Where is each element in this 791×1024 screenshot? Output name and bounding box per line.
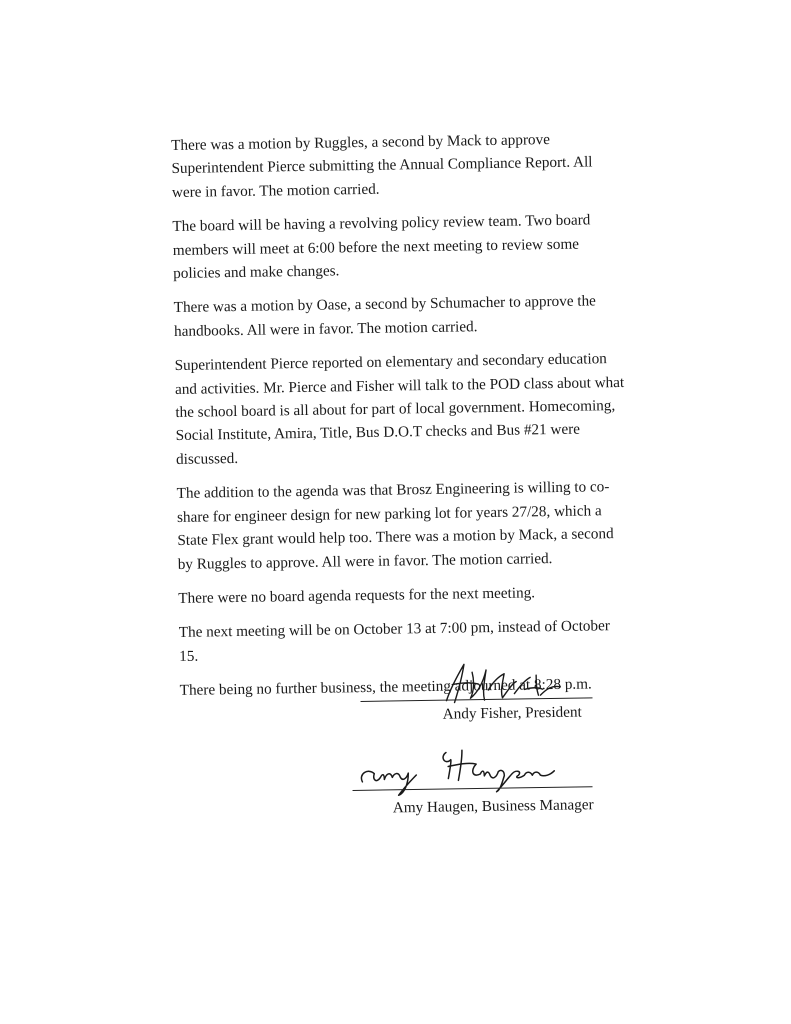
paragraph-compliance-report: There was a motion by Ruggles, a second by Mack to approve Superintendent Pierce submitting the Annual Compliance Report. All were in favor. The motion carried. — [171, 131, 593, 201]
president-handwritten-signature — [428, 659, 579, 709]
paragraph-adjournment: There being no further business, the meeting adjourned at 8:28 p.m. — [179, 675, 592, 700]
president-name-title: Andy Fisher, President — [442, 703, 582, 723]
business-manager-signature-block — [352, 752, 613, 826]
paragraph-handbooks: There was a motion by Oase, a second by Schumacher to approve the handbooks. All were in favor. The motion carried. — [173, 292, 596, 340]
minutes-body — [171, 127, 630, 714]
paragraph-agenda-requests: There were no board agenda requests for the next meeting. — [178, 584, 536, 607]
paragraph-next-meeting: The next meeting will be on October 13 at 7:00 pm, instead of October 15. — [178, 617, 610, 665]
president-signature-block — [360, 664, 611, 728]
business-manager-name-title: Amy Haugen, Business Manager — [392, 796, 594, 817]
paragraph-agenda-addition: The addition to the agenda was that Brosz Engineering is willing to co-share for engineer design for new parking lot for years 27/28, which a State Flex grant would help too. There was a motion by Mack, a second by Ruggles to approve. All were in favor. The motion carried. — [176, 478, 614, 573]
paragraph-superintendent-report: Superintendent Pierce reported on elementary and secondary education and activities. Mr. Pierce and Fisher will talk to the POD class about what the school board is all about for part of local government. Homecoming, Social Institute, Amira, Title, Bus D.O.T checks and Bus #21 were discussed. — [174, 350, 625, 468]
paragraph-policy-review: The board will be having a revolving policy review team. Two board members will meet at 6:00 before the next meeting to review some policies and make changes. — [172, 211, 591, 283]
